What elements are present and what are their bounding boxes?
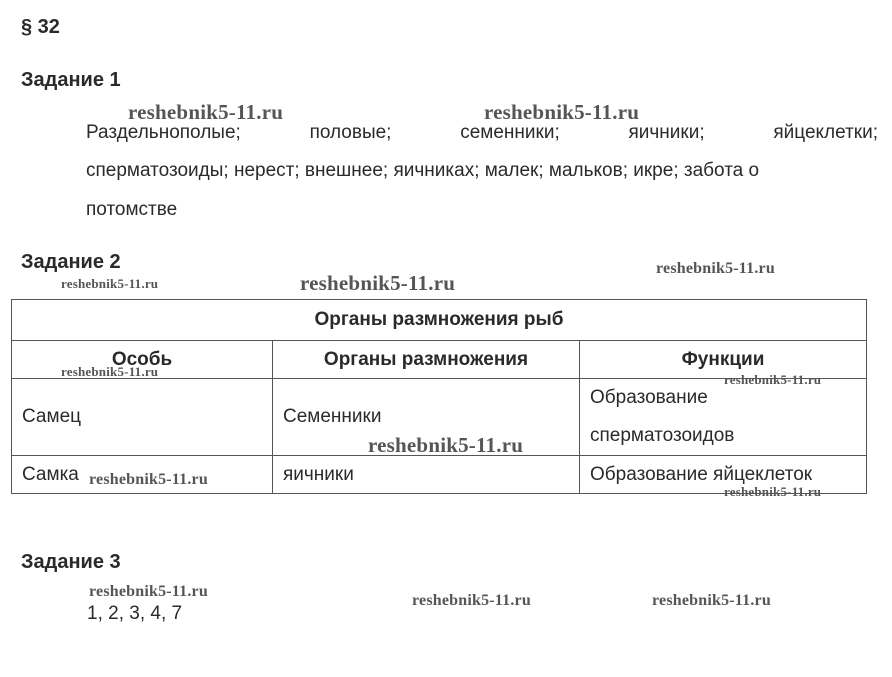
task-1-title: Задание 1 bbox=[21, 69, 121, 91]
watermark: reshebnik5-11.ru bbox=[61, 276, 159, 291]
task-1-word: яйцеклетки; bbox=[773, 122, 878, 143]
task-1-word: яичники; bbox=[628, 122, 705, 143]
watermark: reshebnik5-11.ru bbox=[724, 484, 822, 499]
task-1-line-2: сперматозоиды; нерест; внешнее; яичниках; малек; мальков; икре; забота о bbox=[86, 160, 760, 181]
task-3-answer: 1, 2, 3, 4, 7 bbox=[87, 603, 183, 624]
task-1-line-1 bbox=[86, 122, 878, 144]
watermark: reshebnik5-11.ru bbox=[724, 372, 822, 387]
cell-function: Образование сперматозоидов bbox=[580, 379, 867, 456]
cell-organs: яичники bbox=[273, 456, 580, 494]
cell-individual: Самка bbox=[12, 456, 273, 494]
watermark: reshebnik5-11.ru bbox=[128, 100, 284, 124]
watermark: reshebnik5-11.ru bbox=[652, 592, 771, 609]
cell-function: Образование яйцеклеток bbox=[580, 456, 867, 494]
task-1-word: Раздельнополые; bbox=[86, 122, 241, 143]
column-header-organs: Органы размножения bbox=[273, 341, 580, 379]
task-2-title: Задание 2 bbox=[21, 251, 121, 273]
watermark: reshebnik5-11.ru bbox=[484, 100, 640, 124]
task-1-word: половые; bbox=[309, 122, 392, 143]
task-3-title: Задание 3 bbox=[21, 551, 121, 573]
cell-organs: Семенники bbox=[273, 379, 580, 456]
watermark: reshebnik5-11.ru bbox=[368, 433, 524, 457]
watermark: reshebnik5-11.ru bbox=[61, 364, 159, 379]
watermark: reshebnik5-11.ru bbox=[412, 592, 531, 609]
task-1-word: семенники; bbox=[460, 122, 560, 143]
table-caption: Органы размножения рыб bbox=[12, 300, 867, 341]
section-number: § 32 bbox=[21, 16, 60, 38]
cell-individual: Самец bbox=[12, 379, 273, 456]
column-header-individual: Особь bbox=[12, 341, 273, 379]
column-header-functions: Функции bbox=[580, 341, 867, 379]
fish-reproduction-table bbox=[11, 299, 867, 494]
watermark: reshebnik5-11.ru bbox=[89, 471, 208, 488]
watermark: reshebnik5-11.ru bbox=[89, 583, 208, 600]
task-1-line-3: потомстве bbox=[86, 199, 178, 220]
watermark: reshebnik5-11.ru bbox=[300, 271, 456, 295]
watermark: reshebnik5-11.ru bbox=[656, 260, 775, 277]
